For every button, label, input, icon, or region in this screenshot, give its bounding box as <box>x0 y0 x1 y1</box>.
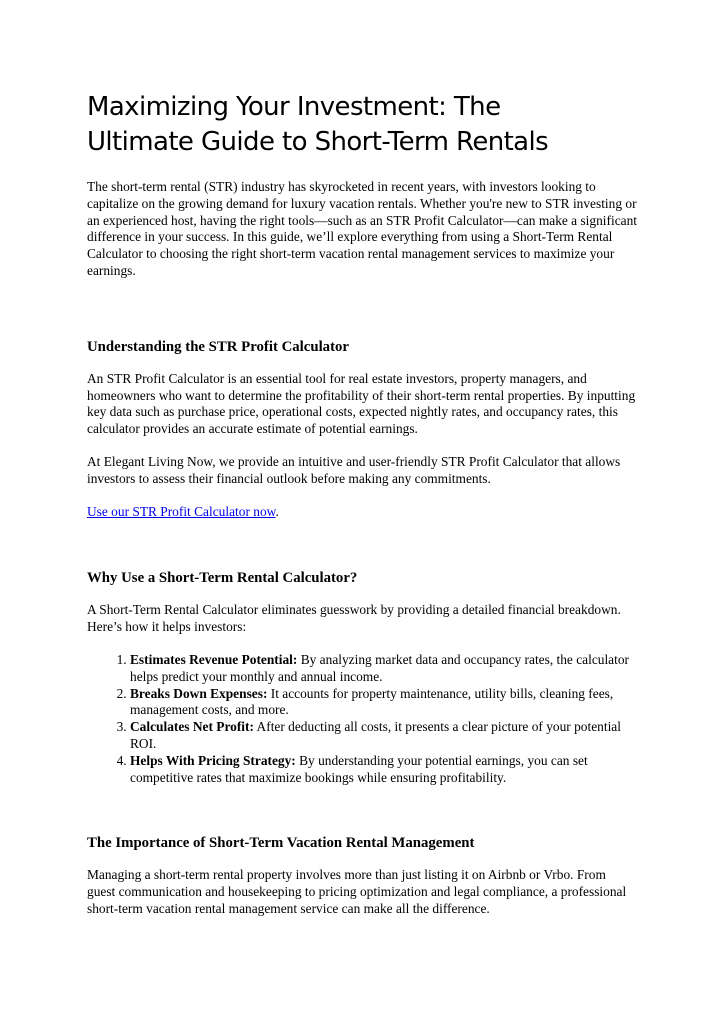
benefits-list <box>87 652 637 786</box>
section1-paragraph-2: At Elegant Living Now, we provide an intuitive and user-friendly STR Profit Calculator that allows investors to assess their financial outlook before making any commitments. <box>87 453 621 486</box>
document-page <box>87 90 637 918</box>
calculator-link-paragraph <box>87 504 637 521</box>
list-item-term: Estimates Revenue Potential: <box>130 651 298 667</box>
link-suffix: . <box>275 503 279 519</box>
list-item <box>130 719 637 753</box>
list-item-text: By analyzing market data and occupancy rates, the calculator helps predict your monthly and annual income. <box>130 651 629 684</box>
section-heading-vacation-rental-management: The Importance of Short-Term Vacation Rental Management <box>87 835 475 852</box>
document-title <box>87 90 637 159</box>
list-item-text: After deducting all costs, it presents a clear picture of your potential ROI. <box>130 719 621 751</box>
list-item-term: Breaks Down Expenses: <box>130 685 268 701</box>
section-heading-why-use-calculator: Why Use a Short-Term Rental Calculator? <box>87 570 358 587</box>
section2-paragraph-1: A Short-Term Rental Calculator eliminates guesswork by providing a detailed financial breakdown. Here’s how it helps investors: <box>87 602 621 635</box>
list-item <box>130 686 637 720</box>
list-item-text: It accounts for property maintenance, utility bills, cleaning fees, management costs, and more. <box>130 685 614 718</box>
section1-paragraph-1: An STR Profit Calculator is an essential tool for real estate investors, property managers, and homeowners who want to determine the profitability of their short-term rental properties. By inputting key data such as purchase price, operational costs, expected nightly rates, and occupancy rates, this calculator provides an accurate estimate of potential earnings. <box>87 370 636 437</box>
list-item <box>130 652 637 686</box>
section3-paragraph-1: Managing a short-term rental property involves more than just listing it on Airbnb or Vrbo. From guest communication and housekeeping to pricing optimization and legal compliance, a professional short-term vacation rental management service can make all the difference. <box>87 867 627 916</box>
str-profit-calculator-link[interactable]: Use our STR Profit Calculator now <box>87 503 276 519</box>
list-item <box>130 753 637 787</box>
list-item-term: Calculates Net Profit: <box>130 719 254 735</box>
title-line-1: Maximizing Your Investment: The <box>87 92 501 122</box>
intro-paragraph: The short-term rental (STR) industry has skyrocketed in recent years, with investors looking to capitalize on the growing demand for luxury vacation rentals. Whether you're new to STR investing or an experienced host, having the right tools—such as an STR Profit Calculator—can make a significant difference in your success. In this guide, we’ll explore everything from using a Short-Term Rental Calculator to choosing the right short-term vacation rental management services to maximize your earnings. <box>87 179 637 278</box>
section-heading-str-profit-calculator: Understanding the STR Profit Calculator <box>87 338 349 355</box>
title-line-2: Ultimate Guide to Short-Term Rentals <box>87 126 549 157</box>
list-item-term: Helps With Pricing Strategy: <box>130 752 296 768</box>
list-item-text: By understanding your potential earnings, you can set competitive rates that maximize bookings while ensuring profitability. <box>130 752 588 785</box>
